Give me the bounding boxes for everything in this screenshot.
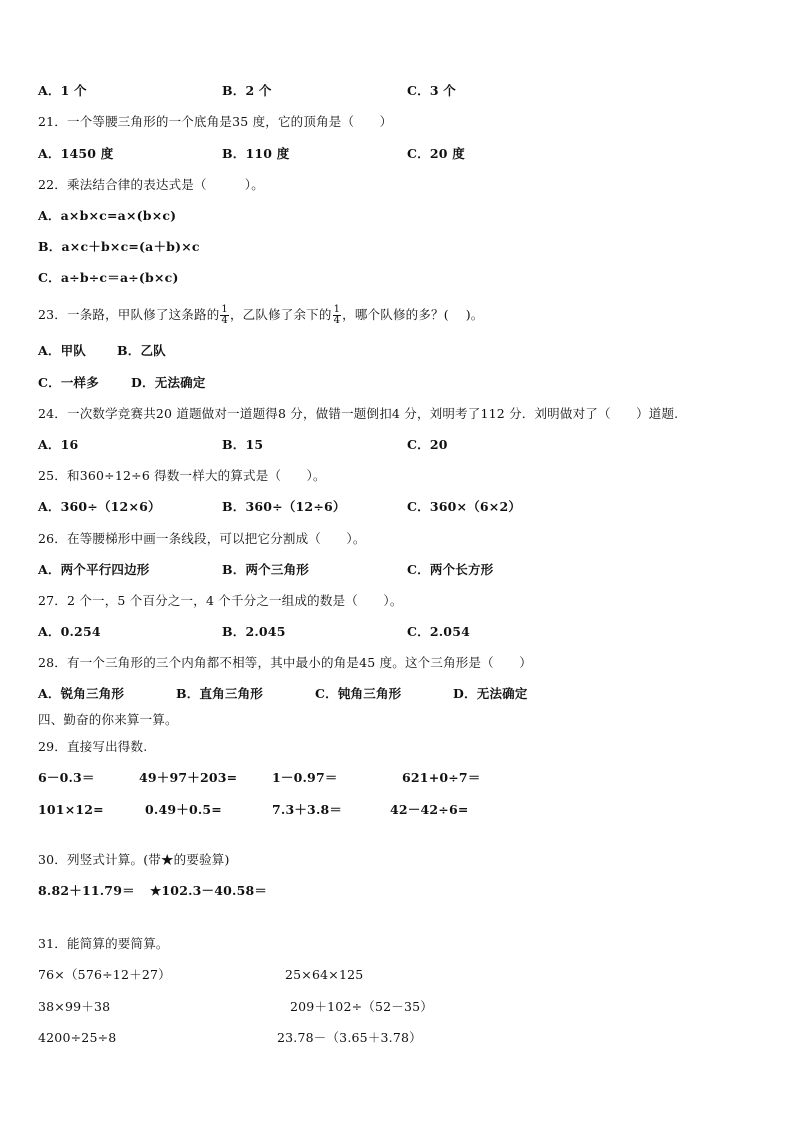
q26-opt-a: A．两个平行四边形 xyxy=(38,562,150,577)
q31-expr: 209＋102÷（52－35） xyxy=(290,999,434,1014)
q24-opt-b: B．15 xyxy=(222,437,264,452)
q29-expr: 6－0.3＝ xyxy=(38,770,95,785)
q23-fraction-2 xyxy=(333,305,342,326)
q29-expr: 101×12= xyxy=(38,802,104,817)
q29-expr: 621+0÷7＝ xyxy=(402,770,481,785)
q25-opt-c: C．360×（6×2） xyxy=(407,499,522,514)
q29-expr: 49＋97＋203= xyxy=(139,770,238,785)
q24-opt-a: A．16 xyxy=(38,437,79,452)
q31-stem: 31．能简算的要简算。 xyxy=(38,936,169,951)
q23-opt-c: C．一样多 xyxy=(38,375,99,390)
q25-opt-b: B．360÷（12÷6） xyxy=(222,499,346,514)
q21-opt-b: B．110 度 xyxy=(222,146,290,161)
q27-stem: 27．2 个一，5 个百分之一，4 个千分之一组成的数是（ ）。 xyxy=(38,593,403,608)
q21-stem: 21．一个等腰三角形的一个底角是35 度，它的顶角是（ ） xyxy=(38,114,393,129)
q31-expr: 38×99＋38 xyxy=(38,999,111,1014)
q23-stem-part3: ，哪个队修的多？( )。 xyxy=(342,307,484,322)
q26-opt-c: C．两个长方形 xyxy=(407,562,494,577)
q23-opt-b: B．乙队 xyxy=(117,343,166,358)
q30-expr: 8.82＋11.79＝ xyxy=(38,883,135,898)
section-4-title: 四、勤奋的你来算一算。 xyxy=(38,712,178,727)
q27-opt-a: A．0.254 xyxy=(38,624,101,639)
q26-opt-b: B．两个三角形 xyxy=(222,562,309,577)
q20-opt-a: A．1 个 xyxy=(38,83,87,98)
q20-opt-b: B．2 个 xyxy=(222,83,272,98)
q23-stem-part2: ，乙队修了余下的 xyxy=(229,307,332,322)
q27-opt-c: C．2.054 xyxy=(407,624,470,639)
q22-opt-b: B．a×c＋b×c=(a＋b)×c xyxy=(38,239,200,254)
q29-stem: 29．直接写出得数. xyxy=(38,739,148,754)
q23-stem xyxy=(38,305,483,326)
q23-opt-d: D．无法确定 xyxy=(131,375,206,390)
q30-expr-starred: ★102.3－40.58＝ xyxy=(150,883,268,898)
q30-stem: 30．列竖式计算。(带★的要验算) xyxy=(38,852,230,867)
q23-frac1-numerator: 1 xyxy=(221,304,228,315)
q22-opt-a: A．a×b×c=a×(b×c) xyxy=(38,208,177,223)
q28-opt-b: B．直角三角形 xyxy=(176,686,263,701)
q21-opt-a: A．1450 度 xyxy=(38,146,114,161)
q23-fraction-1 xyxy=(220,305,229,326)
q31-expr: 23.78－（3.65＋3.78） xyxy=(277,1030,422,1045)
q23-frac2-numerator: 1 xyxy=(333,304,341,315)
q24-opt-c: C．20 xyxy=(407,437,448,452)
q26-stem: 26．在等腰梯形中画一条线段，可以把它分割成（ ）。 xyxy=(38,531,366,546)
q23-stem-part1: 23．一条路，甲队修了这条路的 xyxy=(38,307,220,322)
q23-opt-a: A．甲队 xyxy=(38,343,86,358)
q23-frac2-denominator: 4 xyxy=(333,315,341,326)
q29-expr: 1－0.97＝ xyxy=(272,770,338,785)
q31-expr: 4200÷25÷8 xyxy=(38,1030,117,1045)
q22-opt-c: C．a÷b÷c＝a÷(b×c) xyxy=(38,270,179,285)
q28-opt-c: C．钝角三角形 xyxy=(315,686,402,701)
q29-expr: 0.49＋0.5= xyxy=(145,802,222,817)
q25-opt-a: A．360÷（12×6） xyxy=(38,499,161,514)
q23-frac1-denominator: 4 xyxy=(221,315,228,326)
q21-opt-c: C．20 度 xyxy=(407,146,465,161)
q20-opt-c: C．3 个 xyxy=(407,83,456,98)
q29-expr: 7.3＋3.8＝ xyxy=(272,802,343,817)
q25-stem: 25．和360÷12÷6 得数一样大的算式是（ ）。 xyxy=(38,468,326,483)
q24-stem: 24．一次数学竞赛共20 道题做对一道题得8 分，做错一题倒扣4 分，刘明考了112 分．刘明做对了（ ）道题. xyxy=(38,406,679,421)
q28-opt-a: A．锐角三角形 xyxy=(38,686,125,701)
q27-opt-b: B．2.045 xyxy=(222,624,286,639)
q22-stem: 22．乘法结合律的表达式是（ ）。 xyxy=(38,177,264,192)
q28-opt-d: D．无法确定 xyxy=(453,686,528,701)
q29-expr: 42－42÷6= xyxy=(390,802,469,817)
q31-expr: 76×（576÷12＋27） xyxy=(38,967,171,982)
q28-stem: 28．有一个三角形的三个内角都不相等，其中最小的角是45 度。这个三角形是（ ） xyxy=(38,655,532,670)
q31-expr: 25×64×125 xyxy=(285,967,364,982)
